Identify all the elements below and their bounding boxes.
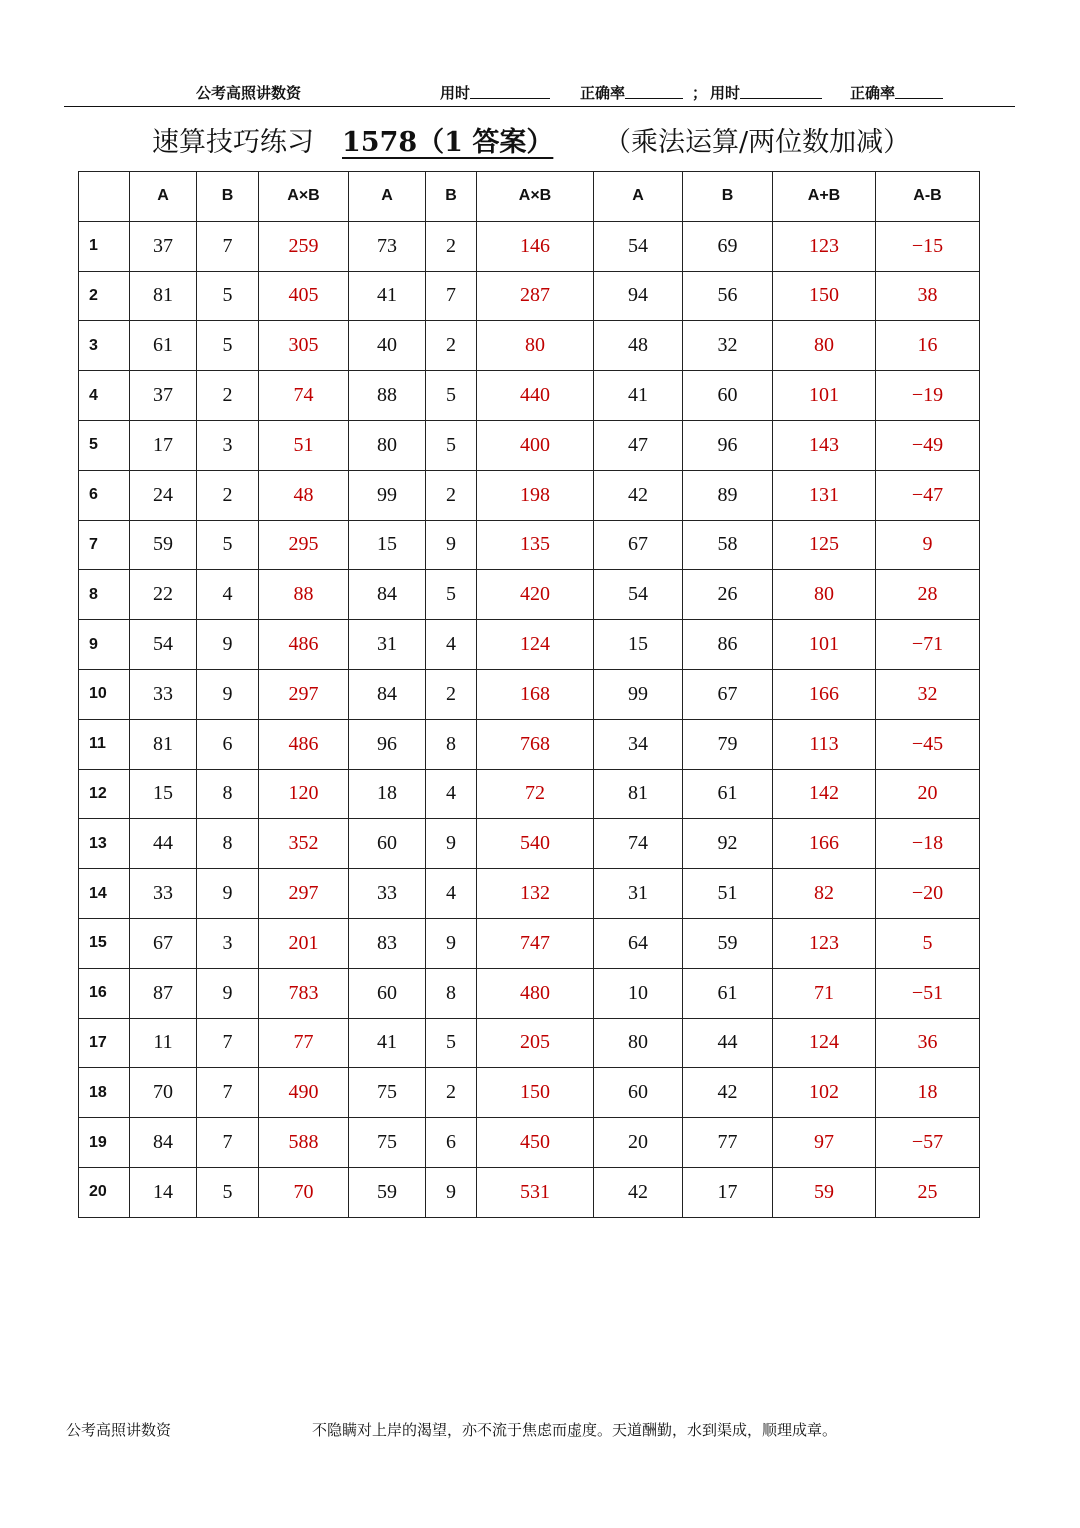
time-label-2: 用时	[710, 84, 741, 102]
table-row	[79, 271, 980, 321]
operand-cell: 8	[426, 719, 477, 769]
row-number: 9	[79, 620, 130, 670]
column-header: A	[349, 172, 426, 222]
answer-cell: 28	[876, 570, 980, 620]
answer-cell: 783	[259, 968, 349, 1018]
operand-cell: 42	[594, 1167, 683, 1217]
operand-cell: 83	[349, 918, 426, 968]
operand-cell: 92	[683, 819, 773, 869]
operand-cell: 9	[197, 669, 259, 719]
row-number: 16	[79, 968, 130, 1018]
answer-cell: 297	[259, 669, 349, 719]
operand-cell: 5	[197, 271, 259, 321]
answer-cell: 747	[477, 918, 594, 968]
operand-cell: 89	[683, 470, 773, 520]
operand-cell: 32	[683, 321, 773, 371]
operand-cell: 8	[197, 769, 259, 819]
operand-cell: 8	[197, 819, 259, 869]
operand-cell: 54	[594, 221, 683, 271]
answer-cell: −57	[876, 1118, 980, 1168]
operand-cell: 61	[683, 968, 773, 1018]
table-row	[79, 1118, 980, 1168]
operand-cell: 18	[349, 769, 426, 819]
answer-cell: 71	[773, 968, 876, 1018]
operand-cell: 9	[426, 520, 477, 570]
row-number: 1	[79, 221, 130, 271]
answer-cell: 9	[876, 520, 980, 570]
column-header: B	[197, 172, 259, 222]
operand-cell: 4	[426, 769, 477, 819]
answer-cell: −71	[876, 620, 980, 670]
answer-cell: 420	[477, 570, 594, 620]
answer-cell: 72	[477, 769, 594, 819]
operand-cell: 59	[349, 1167, 426, 1217]
operand-cell: 2	[426, 221, 477, 271]
table-row	[79, 321, 980, 371]
answer-cell: 124	[773, 1018, 876, 1068]
operand-cell: 5	[426, 420, 477, 470]
row-number: 14	[79, 869, 130, 919]
answer-cell: 5	[876, 918, 980, 968]
row-number: 20	[79, 1167, 130, 1217]
operand-cell: 99	[349, 470, 426, 520]
answer-cell: 102	[773, 1068, 876, 1118]
operand-cell: 41	[349, 271, 426, 321]
operand-cell: 75	[349, 1118, 426, 1168]
operand-cell: 31	[349, 620, 426, 670]
answer-cell: 20	[876, 769, 980, 819]
footer-motto: 不隐瞒对上岸的渴望，亦不流于焦虑而虚度。天道酬勤，水到渠成，顺理成章。	[312, 1421, 838, 1439]
answer-cell: 132	[477, 869, 594, 919]
answer-cell: 297	[259, 869, 349, 919]
answer-cell: 305	[259, 321, 349, 371]
answer-cell: 287	[477, 271, 594, 321]
answer-cell: 540	[477, 819, 594, 869]
title-prefix: 速算技巧练习	[152, 127, 314, 158]
accuracy-blank-1[interactable]	[625, 84, 683, 99]
answer-cell: 82	[773, 869, 876, 919]
operand-cell: 22	[130, 570, 197, 620]
table-row	[79, 570, 980, 620]
time-field-2[interactable]	[710, 82, 740, 103]
table-row	[79, 520, 980, 570]
operand-cell: 8	[426, 968, 477, 1018]
operand-cell: 2	[426, 669, 477, 719]
operand-cell: 84	[349, 669, 426, 719]
answer-cell: 166	[773, 819, 876, 869]
operand-cell: 60	[683, 371, 773, 421]
operand-cell: 34	[594, 719, 683, 769]
answer-cell: 150	[477, 1068, 594, 1118]
operand-cell: 15	[594, 620, 683, 670]
operand-cell: 96	[349, 719, 426, 769]
row-number: 13	[79, 819, 130, 869]
row-number: 12	[79, 769, 130, 819]
answer-cell: 201	[259, 918, 349, 968]
operand-cell: 10	[594, 968, 683, 1018]
operand-cell: 59	[683, 918, 773, 968]
operand-cell: 75	[349, 1068, 426, 1118]
footer-brand: 公考高照讲数资	[66, 1421, 172, 1439]
operand-cell: 9	[197, 869, 259, 919]
answer-cell: 124	[477, 620, 594, 670]
operand-cell: 67	[130, 918, 197, 968]
operand-cell: 60	[594, 1068, 683, 1118]
row-number: 19	[79, 1118, 130, 1168]
operand-cell: 61	[683, 769, 773, 819]
answer-cell: 120	[259, 769, 349, 819]
answer-cell: 80	[773, 570, 876, 620]
answer-cell: 97	[773, 1118, 876, 1168]
answer-cell: 450	[477, 1118, 594, 1168]
title-suffix: （乘法运算/两位数加减）	[604, 127, 911, 158]
answer-cell: −45	[876, 719, 980, 769]
operand-cell: 96	[683, 420, 773, 470]
operand-cell: 26	[683, 570, 773, 620]
operand-cell: 41	[349, 1018, 426, 1068]
operand-cell: 5	[426, 1018, 477, 1068]
table-row	[79, 1167, 980, 1217]
operand-cell: 58	[683, 520, 773, 570]
operand-cell: 37	[130, 371, 197, 421]
column-header: A×B	[477, 172, 594, 222]
time-blank-1[interactable]	[470, 84, 550, 99]
row-number: 5	[79, 420, 130, 470]
table-row	[79, 769, 980, 819]
column-header: B	[683, 172, 773, 222]
row-number: 11	[79, 719, 130, 769]
operand-cell: 5	[197, 520, 259, 570]
column-header: A+B	[773, 172, 876, 222]
practice-table	[78, 171, 980, 1218]
row-number: 7	[79, 520, 130, 570]
operand-cell: 5	[426, 570, 477, 620]
operand-cell: 73	[349, 221, 426, 271]
operand-cell: 81	[130, 719, 197, 769]
operand-cell: 6	[197, 719, 259, 769]
answer-cell: 142	[773, 769, 876, 819]
operand-cell: 4	[197, 570, 259, 620]
operand-cell: 9	[426, 1167, 477, 1217]
header-brand: 公考高照讲数资	[196, 84, 302, 102]
operand-cell: 99	[594, 669, 683, 719]
table-header-row	[79, 172, 980, 222]
table-row	[79, 620, 980, 670]
operand-cell: 7	[197, 221, 259, 271]
accuracy-field-1[interactable]	[580, 82, 625, 103]
operand-cell: 2	[197, 371, 259, 421]
time-blank-2[interactable]	[740, 84, 822, 99]
column-header: A	[130, 172, 197, 222]
operand-cell: 20	[594, 1118, 683, 1168]
answer-cell: −15	[876, 221, 980, 271]
operand-cell: 87	[130, 968, 197, 1018]
answer-cell: 205	[477, 1018, 594, 1068]
answer-cell: 198	[477, 470, 594, 520]
operand-cell: 56	[683, 271, 773, 321]
operand-cell: 7	[197, 1068, 259, 1118]
answer-cell: 405	[259, 271, 349, 321]
answer-cell: −20	[876, 869, 980, 919]
answer-cell: 51	[259, 420, 349, 470]
operand-cell: 69	[683, 221, 773, 271]
answer-cell: 486	[259, 719, 349, 769]
operand-cell: 33	[130, 669, 197, 719]
title-number: 1578（1 答案）	[342, 127, 554, 158]
table-row	[79, 968, 980, 1018]
operand-cell: 80	[594, 1018, 683, 1068]
operand-cell: 37	[130, 221, 197, 271]
operand-cell: 42	[683, 1068, 773, 1118]
operand-cell: 74	[594, 819, 683, 869]
operand-cell: 61	[130, 321, 197, 371]
answer-cell: 768	[477, 719, 594, 769]
operand-cell: 70	[130, 1068, 197, 1118]
operand-cell: 15	[130, 769, 197, 819]
table-row	[79, 819, 980, 869]
operand-cell: 94	[594, 271, 683, 321]
operand-cell: 6	[426, 1118, 477, 1168]
answer-cell: −51	[876, 968, 980, 1018]
answer-cell: 131	[773, 470, 876, 520]
accuracy-label-2: 正确率	[850, 84, 896, 102]
accuracy-blank-2[interactable]	[895, 84, 943, 99]
operand-cell: 67	[683, 669, 773, 719]
operand-cell: 84	[130, 1118, 197, 1168]
operand-cell: 88	[349, 371, 426, 421]
answer-cell: 146	[477, 221, 594, 271]
table-row	[79, 420, 980, 470]
accuracy-field-2[interactable]	[850, 82, 895, 103]
operand-cell: 48	[594, 321, 683, 371]
answer-cell: 38	[876, 271, 980, 321]
column-header: A×B	[259, 172, 349, 222]
table-row	[79, 918, 980, 968]
column-header: B	[426, 172, 477, 222]
operand-cell: 2	[426, 1068, 477, 1118]
header-index	[79, 172, 130, 222]
operand-cell: 79	[683, 719, 773, 769]
answer-cell: 113	[773, 719, 876, 769]
row-number: 15	[79, 918, 130, 968]
row-number: 18	[79, 1068, 130, 1118]
answer-cell: 486	[259, 620, 349, 670]
answer-cell: 125	[773, 520, 876, 570]
operand-cell: 33	[130, 869, 197, 919]
answer-cell: 123	[773, 221, 876, 271]
answer-cell: 295	[259, 520, 349, 570]
row-number: 3	[79, 321, 130, 371]
operand-cell: 42	[594, 470, 683, 520]
header-separator: ；	[692, 84, 708, 102]
operand-cell: 5	[197, 321, 259, 371]
answer-cell: −19	[876, 371, 980, 421]
answer-cell: 101	[773, 371, 876, 421]
answer-cell: 150	[773, 271, 876, 321]
operand-cell: 5	[197, 1167, 259, 1217]
row-number: 17	[79, 1018, 130, 1068]
operand-cell: 60	[349, 968, 426, 1018]
operand-cell: 77	[683, 1118, 773, 1168]
answer-cell: 490	[259, 1068, 349, 1118]
answer-cell: 48	[259, 470, 349, 520]
table-row	[79, 221, 980, 271]
table-row	[79, 1068, 980, 1118]
operand-cell: 31	[594, 869, 683, 919]
operand-cell: 33	[349, 869, 426, 919]
answer-cell: 16	[876, 321, 980, 371]
accuracy-label-1: 正确率	[580, 84, 626, 102]
answer-cell: −49	[876, 420, 980, 470]
operand-cell: 4	[426, 869, 477, 919]
answer-cell: 32	[876, 669, 980, 719]
row-number: 10	[79, 669, 130, 719]
operand-cell: 7	[197, 1018, 259, 1068]
answer-cell: 168	[477, 669, 594, 719]
operand-cell: 17	[683, 1167, 773, 1217]
table-row	[79, 869, 980, 919]
row-number: 6	[79, 470, 130, 520]
answer-cell: −18	[876, 819, 980, 869]
operand-cell: 84	[349, 570, 426, 620]
operand-cell: 81	[130, 271, 197, 321]
answer-cell: 259	[259, 221, 349, 271]
answer-cell: 18	[876, 1068, 980, 1118]
answer-cell: 440	[477, 371, 594, 421]
header-divider	[64, 106, 1015, 107]
operand-cell: 44	[683, 1018, 773, 1068]
operand-cell: 9	[426, 819, 477, 869]
answer-cell: 531	[477, 1167, 594, 1217]
answer-cell: 480	[477, 968, 594, 1018]
operand-cell: 9	[426, 918, 477, 968]
answer-cell: 80	[773, 321, 876, 371]
operand-cell: 80	[349, 420, 426, 470]
operand-cell: 7	[197, 1118, 259, 1168]
answer-cell: 135	[477, 520, 594, 570]
table-row	[79, 669, 980, 719]
row-number: 2	[79, 271, 130, 321]
operand-cell: 14	[130, 1167, 197, 1217]
operand-cell: 7	[426, 271, 477, 321]
operand-cell: 54	[594, 570, 683, 620]
operand-cell: 60	[349, 819, 426, 869]
operand-cell: 9	[197, 620, 259, 670]
answer-cell: 400	[477, 420, 594, 470]
operand-cell: 86	[683, 620, 773, 670]
time-label-1: 用时	[440, 84, 471, 102]
operand-cell: 24	[130, 470, 197, 520]
answer-cell: 101	[773, 620, 876, 670]
table-row	[79, 1018, 980, 1068]
operand-cell: 4	[426, 620, 477, 670]
answer-cell: −47	[876, 470, 980, 520]
answer-cell: 143	[773, 420, 876, 470]
answer-cell: 123	[773, 918, 876, 968]
operand-cell: 15	[349, 520, 426, 570]
operand-cell: 47	[594, 420, 683, 470]
answer-cell: 88	[259, 570, 349, 620]
answer-cell: 70	[259, 1167, 349, 1217]
operand-cell: 59	[130, 520, 197, 570]
answer-cell: 588	[259, 1118, 349, 1168]
answer-cell: 352	[259, 819, 349, 869]
operand-cell: 3	[197, 420, 259, 470]
table-row	[79, 719, 980, 769]
answer-cell: 166	[773, 669, 876, 719]
time-field-1[interactable]	[440, 82, 470, 103]
page-title	[0, 116, 1080, 160]
answer-cell: 74	[259, 371, 349, 421]
operand-cell: 81	[594, 769, 683, 819]
operand-cell: 54	[130, 620, 197, 670]
answer-cell: 77	[259, 1018, 349, 1068]
operand-cell: 17	[130, 420, 197, 470]
table-row	[79, 470, 980, 520]
page-footer	[0, 1417, 1080, 1441]
operand-cell: 67	[594, 520, 683, 570]
operand-cell: 51	[683, 869, 773, 919]
operand-cell: 9	[197, 968, 259, 1018]
table-row	[79, 371, 980, 421]
column-header: A-B	[876, 172, 980, 222]
operand-cell: 2	[426, 321, 477, 371]
operand-cell: 5	[426, 371, 477, 421]
operand-cell: 3	[197, 918, 259, 968]
answer-cell: 59	[773, 1167, 876, 1217]
column-header: A	[594, 172, 683, 222]
answer-cell: 36	[876, 1018, 980, 1068]
operand-cell: 2	[197, 470, 259, 520]
row-number: 4	[79, 371, 130, 421]
operand-cell: 2	[426, 470, 477, 520]
operand-cell: 40	[349, 321, 426, 371]
answer-cell: 80	[477, 321, 594, 371]
operand-cell: 64	[594, 918, 683, 968]
operand-cell: 44	[130, 819, 197, 869]
answer-cell: 25	[876, 1167, 980, 1217]
operand-cell: 11	[130, 1018, 197, 1068]
row-number: 8	[79, 570, 130, 620]
operand-cell: 41	[594, 371, 683, 421]
page-header	[0, 80, 1080, 104]
